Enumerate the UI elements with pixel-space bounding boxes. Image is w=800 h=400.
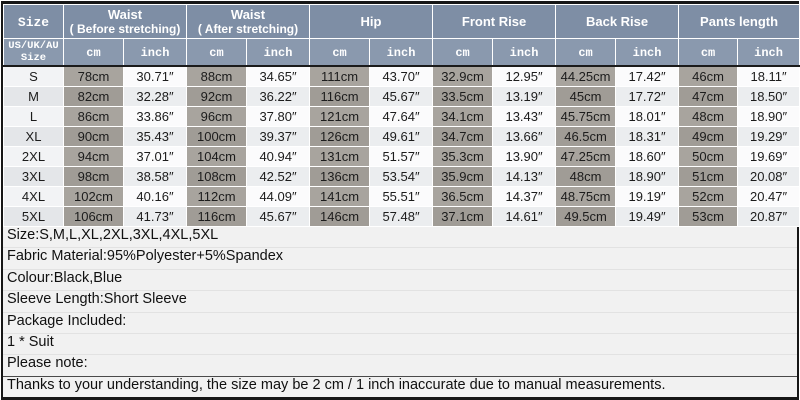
header-waist-before: Waist ( Before stretching) bbox=[64, 5, 187, 39]
cm-value-cell: 96cm bbox=[187, 107, 247, 127]
inch-value-cell: 18.31″ bbox=[616, 127, 679, 147]
cm-value-cell: 90cm bbox=[64, 127, 124, 147]
size-cell: M bbox=[4, 87, 64, 107]
cm-value-cell: 48cm bbox=[556, 167, 616, 187]
cm-value-cell: 52cm bbox=[679, 187, 738, 207]
inch-value-cell: 40.94″ bbox=[247, 147, 310, 167]
inch-value-cell: 18.90″ bbox=[738, 107, 800, 127]
table-row-M bbox=[4, 87, 800, 107]
inch-value-cell: 36.22″ bbox=[247, 87, 310, 107]
inch-value-cell: 18.11″ bbox=[738, 66, 800, 87]
inch-value-cell: 19.29″ bbox=[738, 127, 800, 147]
inch-value-cell: 45.67″ bbox=[370, 87, 433, 107]
inch-value-cell: 51.57″ bbox=[370, 147, 433, 167]
table-header bbox=[4, 5, 800, 67]
inch-value-cell: 14.61″ bbox=[493, 207, 556, 227]
inch-value-cell: 43.70″ bbox=[370, 66, 433, 87]
cm-value-cell: 111cm bbox=[310, 66, 370, 87]
cm-value-cell: 51cm bbox=[679, 167, 738, 187]
header-size bbox=[4, 5, 64, 39]
inch-value-cell: 14.37″ bbox=[493, 187, 556, 207]
cm-value-cell: 131cm bbox=[310, 147, 370, 167]
cm-value-cell: 86cm bbox=[64, 107, 124, 127]
inch-value-cell: 45.67″ bbox=[247, 207, 310, 227]
table-row-L bbox=[4, 107, 800, 127]
inch-value-cell: 13.66″ bbox=[493, 127, 556, 147]
cm-value-cell: 88cm bbox=[187, 66, 247, 87]
header-usukau-size: US/UK/AU Size bbox=[4, 39, 64, 67]
inch-value-cell: 13.19″ bbox=[493, 87, 556, 107]
inch-value-cell: 35.43″ bbox=[124, 127, 187, 147]
inch-value-cell: 17.72″ bbox=[616, 87, 679, 107]
cm-value-cell: 112cm bbox=[187, 187, 247, 207]
unit-cm: cm bbox=[556, 39, 616, 67]
note-line: Colour:Black,Blue bbox=[3, 269, 797, 290]
cm-value-cell: 48.75cm bbox=[556, 187, 616, 207]
cm-value-cell: 94cm bbox=[64, 147, 124, 167]
cm-value-cell: 92cm bbox=[187, 87, 247, 107]
cm-value-cell: 53cm bbox=[679, 207, 738, 227]
table-row-4XL bbox=[4, 187, 800, 207]
header-back-rise: Back Rise bbox=[556, 5, 679, 39]
cm-value-cell: 106cm bbox=[64, 207, 124, 227]
cm-value-cell: 48cm bbox=[679, 107, 738, 127]
header-front-rise: Front Rise bbox=[433, 5, 556, 39]
unit-inch: inch bbox=[616, 39, 679, 67]
unit-inch: inch bbox=[124, 39, 187, 67]
unit-inch: inch bbox=[493, 39, 556, 67]
inch-value-cell: 49.61″ bbox=[370, 127, 433, 147]
table-row-2XL bbox=[4, 147, 800, 167]
cm-value-cell: 49cm bbox=[679, 127, 738, 147]
unit-cm: cm bbox=[679, 39, 738, 67]
header-unit-row bbox=[4, 39, 800, 67]
cm-value-cell: 102cm bbox=[64, 187, 124, 207]
header-size-label: Size bbox=[17, 14, 50, 30]
note-line: Thanks to your understanding, the size may be 2 cm / 1 inch inaccurate due to manual measurements. bbox=[3, 376, 797, 397]
inch-value-cell: 34.65″ bbox=[247, 66, 310, 87]
inch-value-cell: 40.16″ bbox=[124, 187, 187, 207]
inch-value-cell: 20.87″ bbox=[738, 207, 800, 227]
cm-value-cell: 104cm bbox=[187, 147, 247, 167]
cm-value-cell: 126cm bbox=[310, 127, 370, 147]
inch-value-cell: 20.08″ bbox=[738, 167, 800, 187]
unit-cm: cm bbox=[433, 39, 493, 67]
inch-value-cell: 47.64″ bbox=[370, 107, 433, 127]
inch-value-cell: 17.42″ bbox=[616, 66, 679, 87]
inch-value-cell: 18.01″ bbox=[616, 107, 679, 127]
table-row-S bbox=[4, 66, 800, 87]
inch-value-cell: 37.01″ bbox=[124, 147, 187, 167]
size-cell: 4XL bbox=[4, 187, 64, 207]
inch-value-cell: 38.58″ bbox=[124, 167, 187, 187]
inch-value-cell: 18.60″ bbox=[616, 147, 679, 167]
table-row-5XL bbox=[4, 207, 800, 227]
table-body bbox=[4, 66, 800, 227]
size-cell: 2XL bbox=[4, 147, 64, 167]
cm-value-cell: 82cm bbox=[64, 87, 124, 107]
inch-value-cell: 18.90″ bbox=[616, 167, 679, 187]
unit-inch: inch bbox=[738, 39, 800, 67]
size-chart-sheet bbox=[1, 1, 799, 400]
note-line: 1 * Suit bbox=[3, 333, 797, 354]
inch-value-cell: 32.28″ bbox=[124, 87, 187, 107]
note-line: Fabric Material:95%Polyester+5%Spandex bbox=[3, 247, 797, 268]
header-waist-after: Waist ( After stretching) bbox=[187, 5, 310, 39]
cm-value-cell: 141cm bbox=[310, 187, 370, 207]
cm-value-cell: 50cm bbox=[679, 147, 738, 167]
header-hip: Hip bbox=[310, 5, 433, 39]
cm-value-cell: 136cm bbox=[310, 167, 370, 187]
unit-inch: inch bbox=[370, 39, 433, 67]
cm-value-cell: 49.5cm bbox=[556, 207, 616, 227]
note-line: Package Included: bbox=[3, 312, 797, 333]
size-chart-table bbox=[3, 4, 800, 227]
inch-value-cell: 41.73″ bbox=[124, 207, 187, 227]
cm-value-cell: 34.7cm bbox=[433, 127, 493, 147]
cm-value-cell: 47.25cm bbox=[556, 147, 616, 167]
cm-value-cell: 46cm bbox=[679, 66, 738, 87]
size-cell: XL bbox=[4, 127, 64, 147]
unit-cm: cm bbox=[310, 39, 370, 67]
cm-value-cell: 32.9cm bbox=[433, 66, 493, 87]
inch-value-cell: 20.47″ bbox=[738, 187, 800, 207]
inch-value-cell: 30.71″ bbox=[124, 66, 187, 87]
cm-value-cell: 146cm bbox=[310, 207, 370, 227]
note-line: Please note: bbox=[3, 354, 797, 375]
cm-value-cell: 36.5cm bbox=[433, 187, 493, 207]
inch-value-cell: 55.51″ bbox=[370, 187, 433, 207]
inch-value-cell: 19.69″ bbox=[738, 147, 800, 167]
inch-value-cell: 42.52″ bbox=[247, 167, 310, 187]
cm-value-cell: 98cm bbox=[64, 167, 124, 187]
size-cell: 3XL bbox=[4, 167, 64, 187]
header-pants-length: Pants length bbox=[679, 5, 800, 39]
inch-value-cell: 37.80″ bbox=[247, 107, 310, 127]
product-notes bbox=[3, 227, 797, 397]
inch-value-cell: 57.48″ bbox=[370, 207, 433, 227]
unit-cm: cm bbox=[187, 39, 247, 67]
header-group-row bbox=[4, 5, 800, 39]
cm-value-cell: 47cm bbox=[679, 87, 738, 107]
inch-value-cell: 13.90″ bbox=[493, 147, 556, 167]
inch-value-cell: 44.09″ bbox=[247, 187, 310, 207]
unit-cm: cm bbox=[64, 39, 124, 67]
cm-value-cell: 37.1cm bbox=[433, 207, 493, 227]
inch-value-cell: 33.86″ bbox=[124, 107, 187, 127]
cm-value-cell: 78cm bbox=[64, 66, 124, 87]
cm-value-cell: 33.5cm bbox=[433, 87, 493, 107]
cm-value-cell: 45.75cm bbox=[556, 107, 616, 127]
cm-value-cell: 45cm bbox=[556, 87, 616, 107]
cm-value-cell: 44.25cm bbox=[556, 66, 616, 87]
inch-value-cell: 13.43″ bbox=[493, 107, 556, 127]
inch-value-cell: 18.50″ bbox=[738, 87, 800, 107]
table-row-XL bbox=[4, 127, 800, 147]
inch-value-cell: 19.19″ bbox=[616, 187, 679, 207]
cm-value-cell: 116cm bbox=[187, 207, 247, 227]
size-cell: 5XL bbox=[4, 207, 64, 227]
cm-value-cell: 100cm bbox=[187, 127, 247, 147]
cm-value-cell: 46.5cm bbox=[556, 127, 616, 147]
inch-value-cell: 12.95″ bbox=[493, 66, 556, 87]
note-line: Size:S,M,L,XL,2XL,3XL,4XL,5XL bbox=[7, 227, 219, 243]
note-line: Sleeve Length:Short Sleeve bbox=[3, 290, 797, 311]
cm-value-cell: 121cm bbox=[310, 107, 370, 127]
size-cell: L bbox=[4, 107, 64, 127]
inch-value-cell: 39.37″ bbox=[247, 127, 310, 147]
unit-inch: inch bbox=[247, 39, 310, 67]
inch-value-cell: 53.54″ bbox=[370, 167, 433, 187]
inch-value-cell: 14.13″ bbox=[493, 167, 556, 187]
size-cell: S bbox=[4, 66, 64, 87]
cm-value-cell: 108cm bbox=[187, 167, 247, 187]
table-row-3XL bbox=[4, 167, 800, 187]
inch-value-cell: 19.49″ bbox=[616, 207, 679, 227]
cm-value-cell: 116cm bbox=[310, 87, 370, 107]
cm-value-cell: 34.1cm bbox=[433, 107, 493, 127]
cm-value-cell: 35.9cm bbox=[433, 167, 493, 187]
cm-value-cell: 35.3cm bbox=[433, 147, 493, 167]
